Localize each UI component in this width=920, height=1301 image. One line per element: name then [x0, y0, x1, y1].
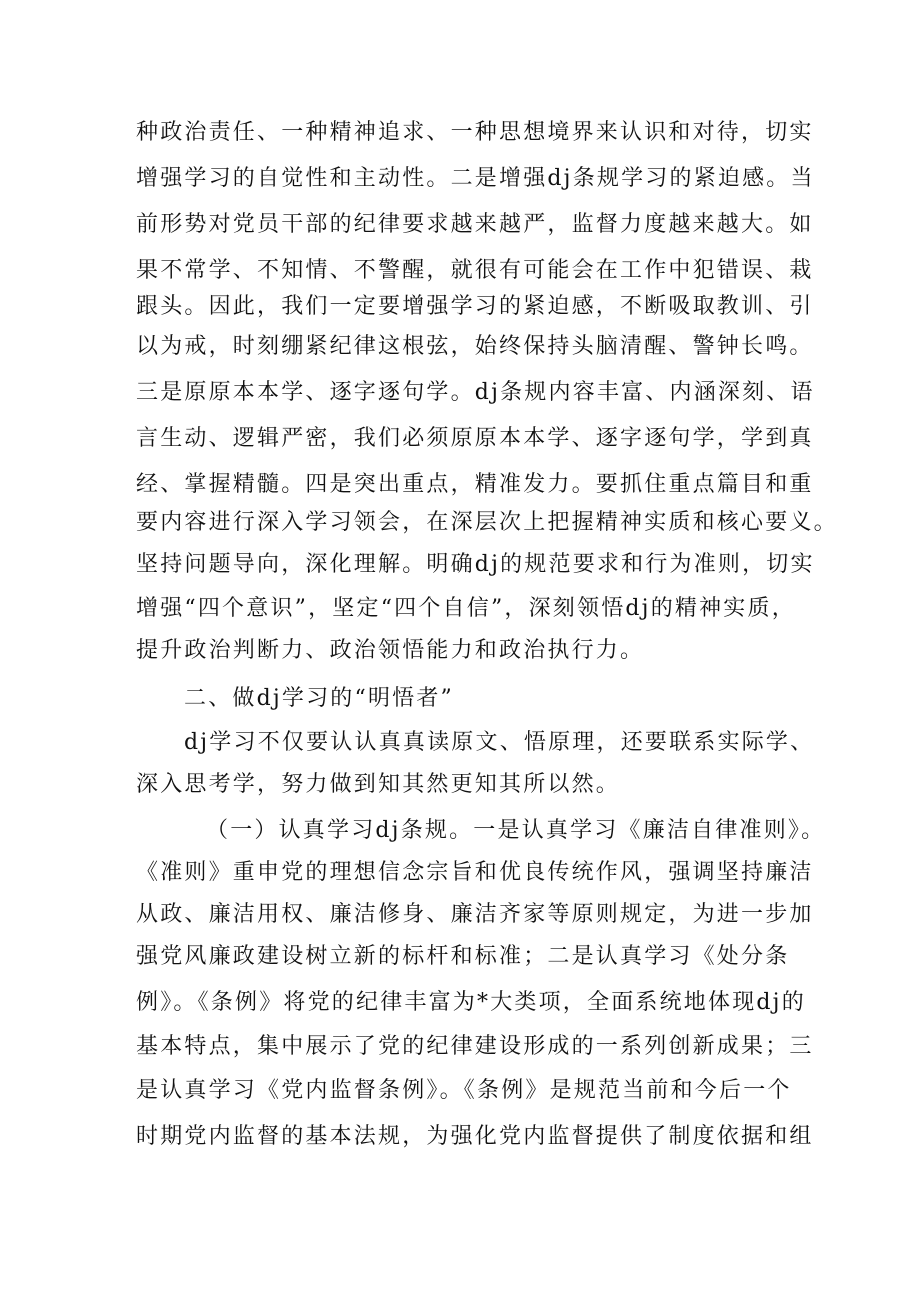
body-text-line: 种政治责任、一种精神追求、一种思想境界来认识和对待，切实: [136, 120, 814, 145]
body-text-line: 时期党内监督的基本法规，为强化党内监督提供了制度依据和组: [136, 1124, 814, 1149]
body-text-line: 果不常学、不知情、不警醒，就很有可能会在工作中犯错误、栽: [136, 258, 814, 283]
body-text-line: 坚持问题导向，深化理解。明确dj的规范要求和行为准则，切实: [136, 552, 815, 577]
body-text-line: 要内容进行深入学习领会，在深层次上把握精神实质和核心要义。: [136, 510, 838, 535]
body-text-line: 从政、廉洁用权、廉洁修身、廉洁齐家等原则规定，为进一步加: [136, 902, 814, 927]
body-text-line: 强党风廉政建设树立新的标杆和标准；二是认真学习《处分条: [136, 944, 790, 969]
section-heading: 二、做dj学习的“明悟者”: [184, 686, 454, 711]
body-text-line: 言生动、逻辑严密，我们必须原原本本学、逐字逐句学，学到真: [136, 426, 814, 451]
body-text-line: 三是原原本本学、逐字逐句学。dj条规内容丰富、内涵深刻、语: [136, 380, 815, 405]
body-text-line: 《准则》重申党的理想信念宗旨和优良传统作风，强调坚持廉洁: [136, 860, 814, 885]
body-text-line: 经、掌握精髓。四是突出重点，精准发力。要抓住重点篇目和重: [136, 472, 814, 497]
body-text-line: dj学习不仅要认认真真读原文、悟原理，还要联系实际学、: [184, 730, 815, 755]
body-text-line: 例》。《条例》将党的纪律丰富为*大类项，全面系统地体现dj的: [136, 990, 806, 1015]
body-text-line: 提升政治判断力、政治领悟能力和政治执行力。: [136, 638, 645, 663]
body-text-line: 跟头。因此，我们一定要增强学习的紧迫感，不断吸取教训、引: [136, 294, 814, 319]
body-text-line: 基本特点，集中展示了党的纪律建设形成的一系列创新成果；三: [136, 1034, 814, 1059]
body-text-line: 以为戒，时刻绷紧纪律这根弦，始终保持头脑清醒、警钟长鸣。: [136, 334, 814, 359]
body-text-line: 前形势对党员干部的纪律要求越来越严，监督力度越来越大。如: [136, 212, 814, 237]
body-text-line: 增强学习的自觉性和主动性。二是增强dj条规学习的紧迫感。当: [136, 166, 815, 191]
body-text-line: 是认真学习《党内监督条例》。《条例》是规范当前和今后一个: [136, 1078, 792, 1103]
body-text-line: 深入思考学，努力做到知其然更知其所以然。: [136, 772, 621, 797]
body-text-line: 增强“四个意识”，坚定“四个自信”，深刻领悟dj的精神实质，: [136, 596, 796, 621]
subsection-heading: （一）认真学习dj条规。一是认真学习《廉洁自律准则》。: [206, 818, 826, 843]
